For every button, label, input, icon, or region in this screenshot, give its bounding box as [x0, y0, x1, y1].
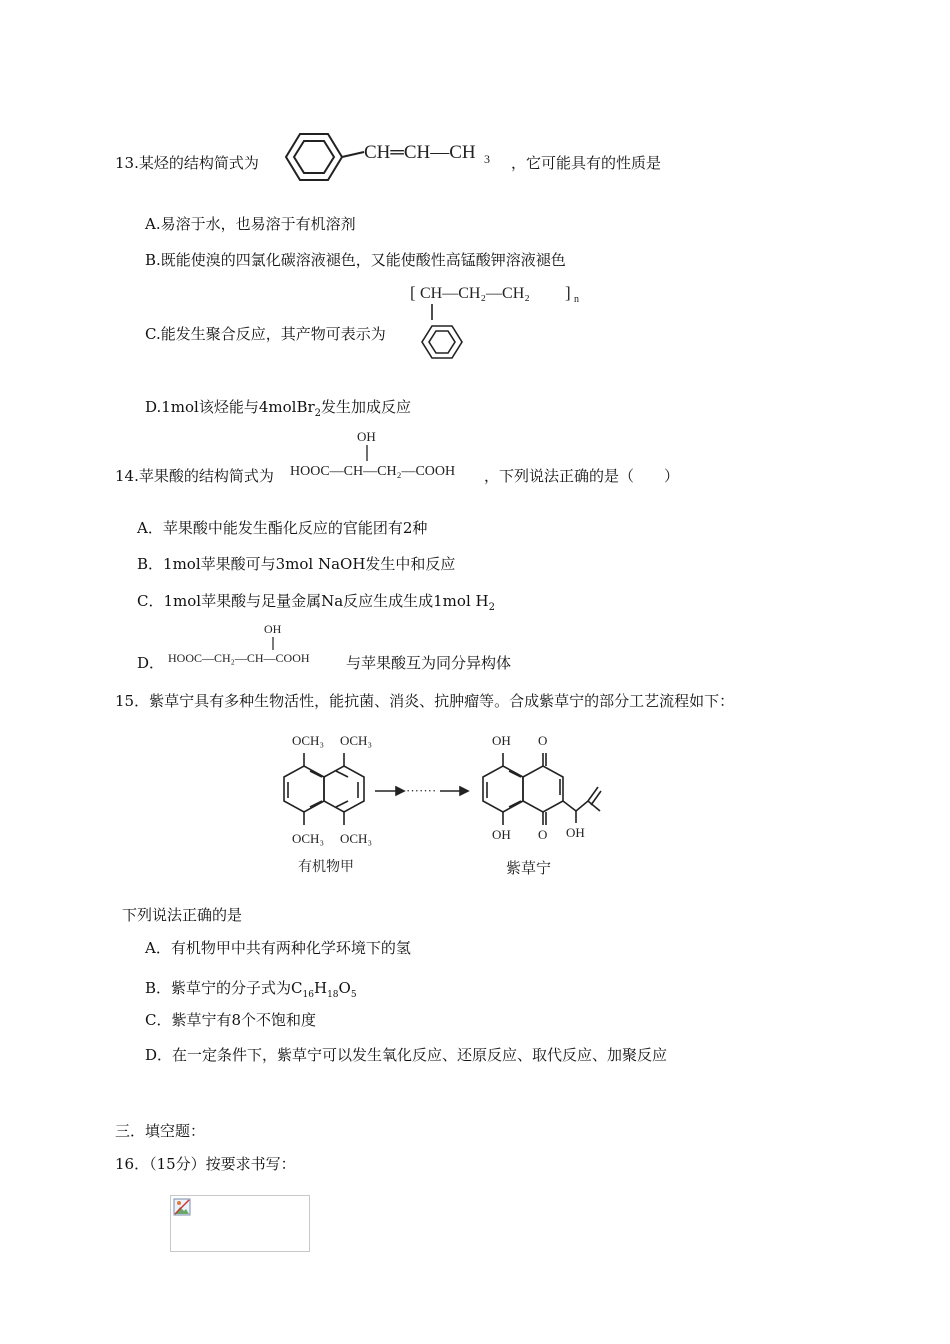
q14-structure [290, 425, 490, 487]
q15-option-b-pre: B．紫草宁的分子式为C [145, 979, 303, 997]
q14-formula-main: HOOC—CH—CH₂—COOH [290, 464, 456, 479]
q13-stem-after: ，它可能具有的性质是 [511, 154, 662, 172]
q14-stem-after: ，下列说法正确的是（ ） [484, 467, 680, 485]
q15-reaction-scheme [270, 725, 610, 885]
q15-option-b-h: H [313, 979, 328, 997]
q13-stem [115, 152, 259, 173]
q14-option-c [137, 590, 495, 613]
q15-stem: 15．紫草宁具有多种生物活性，能抗菌、消炎、抗肿瘤等。合成紫草宁的部分工艺流程如下： [115, 692, 735, 710]
q13-option-d-pre: D.1mol该烃能与4molBr [145, 398, 315, 416]
q13-polymer-structure [410, 280, 590, 380]
q15-option-d: D．在一定条件下，紫草宁可以发生氧化反应、还原反应、取代反应、加聚反应 [145, 1046, 668, 1064]
q14-stem-before: 14.苹果酸的结构简式为 [115, 467, 274, 485]
q14-option-a: A．苹果酸中能发生酯化反应的官能团有2种 [137, 519, 428, 537]
jia-och3-top-right: OCH₃ [340, 733, 372, 748]
q13-option-a: A.易溶于水，也易溶于有机溶剂 [145, 215, 356, 233]
broken-image-placeholder [170, 1195, 310, 1252]
q14-option-d-pre: D． [137, 654, 165, 672]
shikonin-rings [483, 753, 601, 825]
q15-prompt: 下列说法正确的是 [122, 906, 243, 924]
q13-option-b: B.既能使溴的四氯化碳溶液褪色，又能使酸性高锰酸钾溶液褪色 [145, 251, 566, 269]
q15-option-b [145, 977, 357, 1000]
jia-och3-bottom-left: OCH₃ [292, 831, 324, 846]
q13-polymer-formula: CH—CH₂—CH₂ [420, 285, 530, 302]
q14-option-d-formula: HOOC—CH₂—CH—COOH [168, 651, 310, 665]
q14-formula-oh: OH [357, 429, 376, 444]
q15-option-b-s1: 16 [302, 990, 314, 1000]
shikonin-oh-bottom: OH [492, 827, 511, 842]
q13-option-d [145, 396, 411, 419]
q13-formula-chain: CH═CH—CH [364, 142, 476, 163]
q13-polymer-bracket-left: [ [410, 283, 416, 302]
q15-option-b-s3: 5 [350, 990, 357, 1000]
broken-image-icon [173, 1198, 191, 1216]
q13-formula-sub: 3 [484, 152, 490, 166]
q14-option-d-structure [168, 620, 348, 670]
q15-option-a: A．有机物甲中共有两种化学环境下的氢 [145, 939, 411, 957]
q14-option-c-sub: 2 [488, 602, 495, 613]
q13-structure [268, 128, 508, 186]
reaction-arrow-dots: ······· [406, 783, 437, 798]
shikonin-side-oh: OH [566, 825, 585, 840]
jia-och3-top-left: OCH₃ [292, 733, 324, 748]
shikonin-o-top: O [538, 733, 548, 748]
q14-option-c-pre: C．1mol苹果酸与足量金属Na反应生成生成1mol H [137, 592, 489, 610]
q13-polymer-bracket-right: ] [565, 283, 571, 302]
q13-option-d-sub: 2 [314, 408, 322, 419]
label-compound-jia: 有机物甲 [298, 859, 354, 875]
q14-option-d-post: 与苹果酸互为同分异构体 [346, 654, 512, 672]
section3-heading: 三．填空题： [115, 1122, 206, 1140]
shikonin-o-bottom: O [538, 827, 548, 842]
q13-option-c: C.能发生聚合反应，其产物可表示为 [145, 325, 386, 343]
q15-option-c: C．紫草宁有8个不饱和度 [145, 1011, 317, 1029]
q13-polymer-n: n [574, 294, 579, 305]
q14-option-b: B．1mol苹果酸可与3mol NaOH发生中和反应 [137, 555, 456, 573]
q16-stem: 16．（15分）按要求书写： [115, 1155, 296, 1173]
q14-option-d-oh: OH [264, 622, 282, 636]
label-shikonin: 紫草宁 [506, 859, 552, 877]
shikonin-oh-top: OH [492, 733, 511, 748]
compound-jia-rings [284, 753, 364, 825]
q13-option-d-post: 发生加成反应 [321, 398, 412, 416]
jia-och3-bottom-right: OCH₃ [340, 831, 372, 846]
q15-option-b-o: O [338, 979, 351, 997]
q15-option-b-s2: 18 [327, 990, 339, 1000]
q13-stem-before: 13.某烃的结构简式为 [115, 154, 259, 172]
